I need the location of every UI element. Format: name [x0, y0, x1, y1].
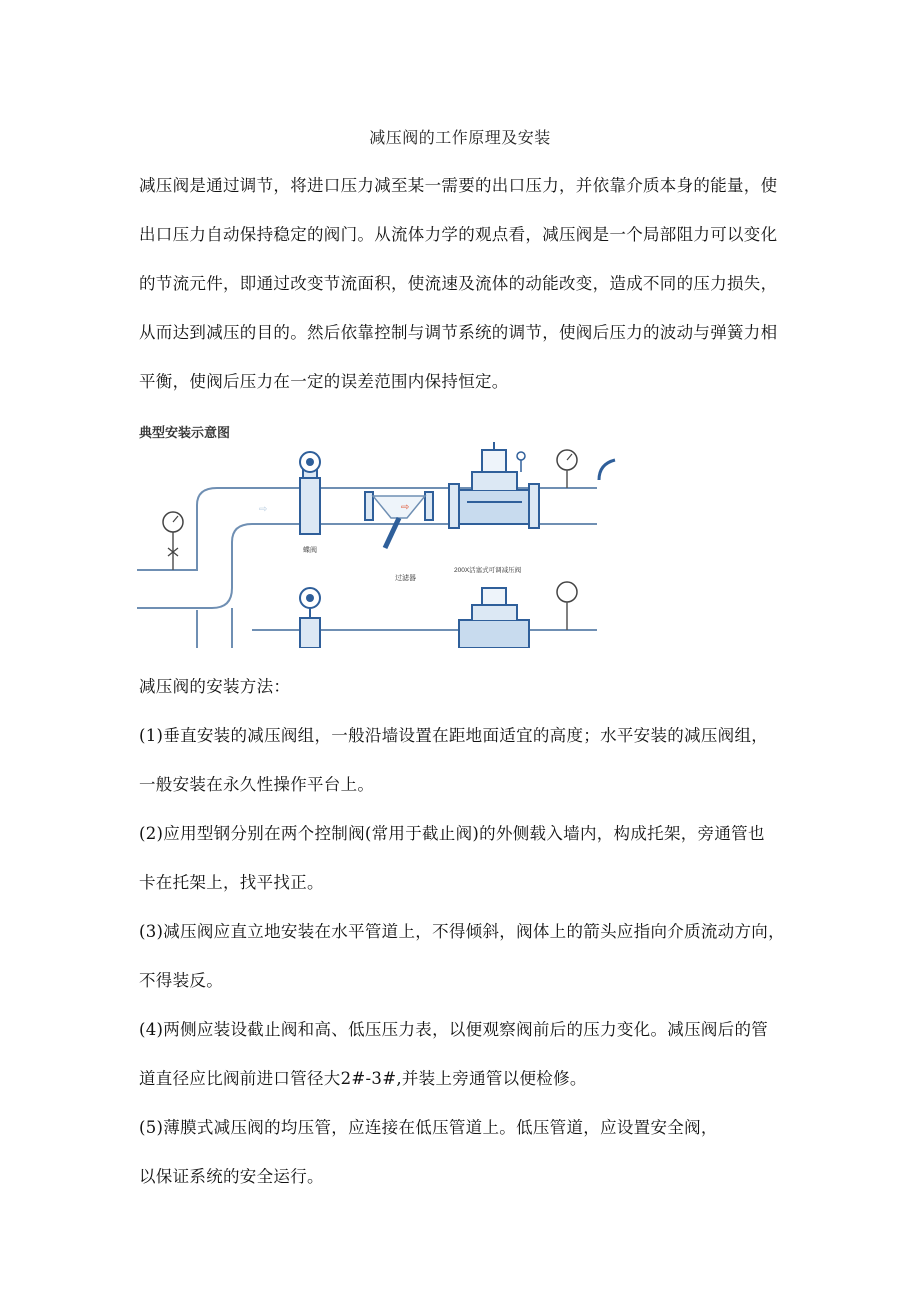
install-line: (4)两侧应装设截止阀和高、低压压力表，以便观察阀前后的压力变化。减压阀后的管	[139, 1020, 769, 1039]
intro-line: 减压阀是通过调节，将进口压力减至某一需要的出口压力，并依靠介质本身的能量，使	[139, 176, 778, 195]
page-title: 减压阀的工作原理及安装	[369, 128, 551, 147]
svg-text:⇨: ⇨	[401, 502, 410, 513]
pressure-reducing-valve-icon	[459, 588, 529, 648]
intro-line: 平衡，使阀后压力在一定的误差范围内保持恒定。	[139, 372, 509, 391]
installation-diagram	[137, 420, 629, 648]
butterfly-valve-icon	[300, 588, 320, 648]
pressure-reducing-valve-label: 200X活塞式可调减压阀	[454, 567, 522, 574]
install-line: (5)薄膜式减压阀的均压管，应连接在低压管道上。低压管道，应设置安全阀，	[139, 1118, 718, 1137]
install-line: 一般安装在永久性操作平台上。	[139, 775, 375, 794]
install-line: 道直径应比阀前进口管径大2#-3#,并装上旁通管以便检修。	[139, 1069, 587, 1088]
install-line: (3)减压阀应直立地安装在水平管道上，不得倾斜，阀体上的箭头应指向介质流动方向，	[139, 922, 785, 941]
flow-arrow-icon: ⇨	[259, 504, 268, 515]
install-heading: 减压阀的安装方法：	[139, 677, 291, 696]
outlet-pipe	[599, 460, 615, 480]
intro-line: 的节流元件，即通过改变节流面积，使流速及流体的动能改变，造成不同的压力损失，	[139, 274, 778, 293]
pressure-reducing-valve-icon	[449, 442, 539, 528]
pressure-gauge-icon	[557, 450, 577, 630]
install-line: 卡在托架上，找平找正。	[139, 873, 324, 892]
butterfly-valve-label: 蝶阀	[303, 547, 317, 554]
filter-label: 过滤器	[395, 575, 416, 582]
intro-line: 从而达到减压的目的。然后依靠控制与调节系统的调节，使阀后压力的波动与弹簧力相	[139, 323, 778, 342]
install-line: 以保证系统的安全运行。	[139, 1167, 324, 1186]
filter-icon	[365, 492, 433, 548]
inlet-pipe	[137, 488, 297, 648]
install-line: (1)垂直安装的减压阀组，一般沿墙设置在距地面适宜的高度；水平安装的减压阀组，	[139, 726, 769, 745]
intro-line: 出口压力自动保持稳定的阀门。从流体力学的观点看，减压阀是一个局部阻力可以变化	[139, 225, 778, 244]
pressure-gauge-icon	[163, 512, 183, 570]
figure-caption: 典型安装示意图	[139, 425, 231, 440]
intro-paragraph	[139, 161, 789, 406]
butterfly-valve-icon	[300, 452, 320, 534]
install-line: (2)应用型钢分别在两个控制阀(常用于截止阀)的外侧载入墙内，构成托架，旁通管也	[139, 824, 765, 843]
install-line: 不得装反。	[139, 971, 223, 990]
